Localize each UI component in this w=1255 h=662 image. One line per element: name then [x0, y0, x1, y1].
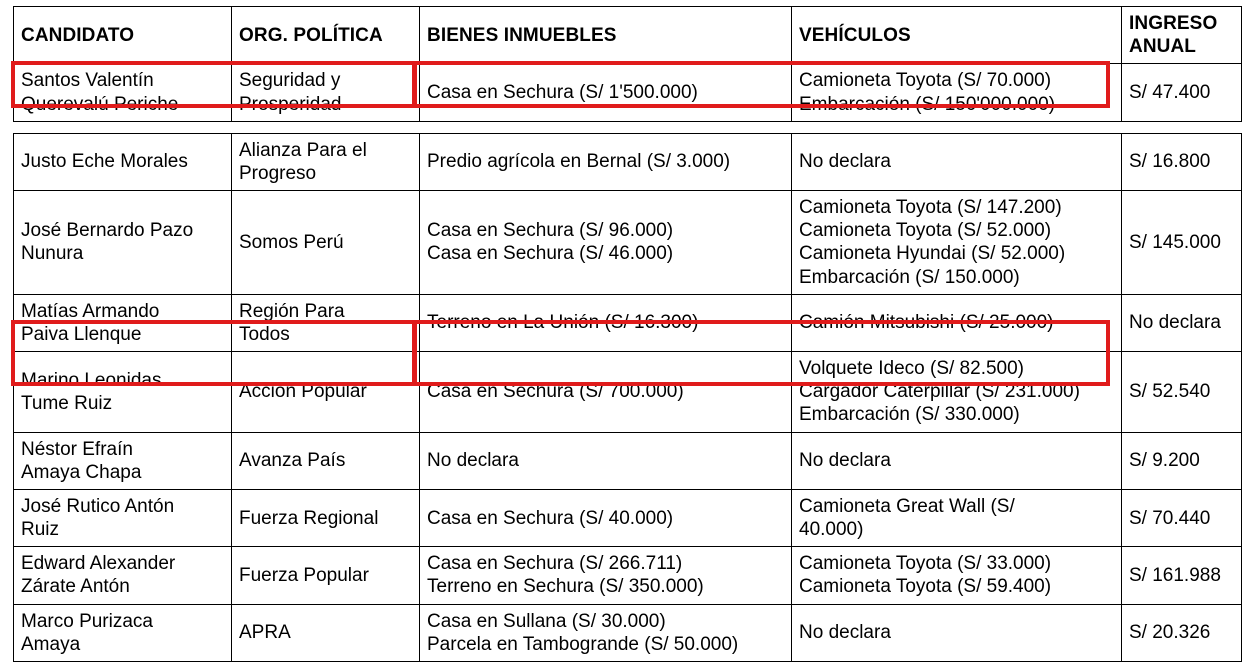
cell-real-estate — [420, 191, 792, 295]
cell-income-line: S/ 47.400 — [1129, 81, 1211, 103]
cell-vehicles-line: Camioneta Toyota (S/ 33.000) — [799, 553, 1052, 575]
table-row — [14, 489, 1242, 546]
table-row — [14, 352, 1242, 433]
cell-party-line: Todos — [239, 323, 290, 345]
cell-party-line: Fuerza Regional — [239, 507, 379, 529]
cell-vehicles — [792, 547, 1122, 604]
cell-real-estate-line: Casa en Sechura (S/ 46.000) — [427, 243, 674, 265]
cell-candidate-line: José Rutico Antón — [21, 495, 175, 517]
cell-candidate-line: Zárate Antón — [21, 576, 130, 598]
cell-vehicles — [792, 489, 1122, 546]
cell-vehicles-line: Camioneta Toyota (S/ 147.200) — [799, 197, 1062, 219]
cell-party — [232, 432, 420, 489]
cell-party-line: Prosperidad — [239, 93, 342, 115]
cell-candidate-line: Justo Eche Morales — [21, 151, 188, 173]
cell-real-estate — [420, 133, 792, 190]
cell-party-line: Región Para — [239, 300, 345, 322]
cell-income — [1122, 489, 1242, 546]
cell-income — [1122, 133, 1242, 190]
table-row — [14, 604, 1242, 661]
table-header — [14, 7, 1242, 64]
cell-party — [232, 294, 420, 351]
cell-candidate-line: Nunura — [21, 243, 84, 265]
cell-party — [232, 133, 420, 190]
cell-real-estate — [420, 352, 792, 433]
cell-real-estate-line: Casa en Sechura (S/ 700.000) — [427, 381, 684, 403]
cell-vehicles-line: Camioneta Great Wall (S/ — [799, 495, 1015, 517]
cell-vehicles-line: Volquete Ideco (S/ 82.500) — [799, 358, 1024, 380]
row-spacer — [14, 121, 1242, 133]
cell-income — [1122, 604, 1242, 661]
cell-vehicles-line: No declara — [799, 622, 891, 644]
cell-party-line: Seguridad y — [239, 70, 341, 92]
cell-vehicles — [792, 352, 1122, 433]
cell-vehicles-line: No declara — [799, 151, 891, 173]
cell-income-line: S/ 9.200 — [1129, 450, 1200, 472]
cell-income-line: S/ 145.000 — [1129, 231, 1221, 253]
cell-party-line: Acción Popular — [239, 381, 367, 403]
cell-real-estate-line: Casa en Sechura (S/ 1'500.000) — [427, 81, 698, 103]
cell-candidate-line: Matías Armando — [21, 300, 160, 322]
cell-party-line: APRA — [239, 622, 291, 644]
cell-vehicles — [792, 64, 1122, 121]
cell-party-line: Somos Perú — [239, 231, 344, 253]
cell-vehicles — [792, 294, 1122, 351]
cell-party-line: Progreso — [239, 162, 317, 184]
row-spacer-cell — [14, 121, 1242, 133]
cell-real-estate-line: Casa en Sechura (S/ 266.711) — [427, 553, 683, 575]
cell-real-estate-line: Terreno en Sechura (S/ 350.000) — [427, 576, 704, 598]
cell-candidate-line: Néstor Efraín — [21, 438, 133, 460]
table-row — [14, 432, 1242, 489]
cell-candidate — [14, 133, 232, 190]
cell-party-line: Avanza País — [239, 450, 346, 472]
cell-candidate — [14, 432, 232, 489]
cell-candidate — [14, 352, 232, 433]
cell-vehicles-line: Embarcación (S/ 330.000) — [799, 404, 1020, 426]
cell-candidate-line: Ruiz — [21, 519, 60, 541]
cell-party — [232, 352, 420, 433]
cell-candidate-line: Edward Alexander — [21, 553, 176, 575]
cell-candidate-line: Santos Valentín — [21, 70, 154, 92]
cell-vehicles — [792, 191, 1122, 295]
cell-income-line: S/ 16.800 — [1129, 151, 1211, 173]
cell-vehicles-line: Embarcación (S/ 150.000) — [799, 266, 1020, 288]
cell-vehicles-line: Camioneta Toyota (S/ 52.000) — [799, 220, 1052, 242]
cell-candidate-line: Amaya Chapa — [21, 461, 142, 483]
cell-candidate-line: Marino Leonidas — [21, 369, 162, 391]
cell-candidate — [14, 489, 232, 546]
cell-candidate — [14, 547, 232, 604]
cell-vehicles-line: Camión Mitsubishi (S/ 25.000) — [799, 312, 1054, 334]
cell-income-line: S/ 20.326 — [1129, 622, 1211, 644]
cell-income — [1122, 547, 1242, 604]
cell-vehicles — [792, 432, 1122, 489]
cell-vehicles-line: Camioneta Toyota (S/ 59.400) — [799, 576, 1052, 598]
cell-candidate-line: Tume Ruiz — [21, 392, 113, 414]
cell-real-estate — [420, 489, 792, 546]
cell-income — [1122, 432, 1242, 489]
cell-party — [232, 489, 420, 546]
cell-real-estate — [420, 64, 792, 121]
candidates-table — [13, 6, 1242, 662]
cell-income — [1122, 64, 1242, 121]
cell-vehicles-line: No declara — [799, 450, 891, 472]
header-row — [14, 7, 1242, 64]
cell-real-estate — [420, 604, 792, 661]
cell-real-estate-line: Casa en Sullana (S/ 30.000) — [427, 610, 666, 632]
cell-income-line: S/ 161.988 — [1129, 564, 1221, 586]
header-real-estate: BIENES INMUEBLES — [420, 7, 792, 64]
table-row — [14, 133, 1242, 190]
cell-party-line: Fuerza Popular — [239, 564, 369, 586]
table-row — [14, 191, 1242, 295]
cell-income — [1122, 294, 1242, 351]
table-row — [14, 64, 1242, 121]
cell-party-line: Alianza Para el — [239, 139, 367, 161]
cell-real-estate-line: Casa en Sechura (S/ 40.000) — [427, 507, 674, 529]
table-body — [14, 64, 1242, 662]
cell-vehicles — [792, 133, 1122, 190]
table-row — [14, 547, 1242, 604]
cell-party — [232, 64, 420, 121]
cell-candidate — [14, 191, 232, 295]
cell-real-estate-line: Predio agrícola en Bernal (S/ 3.000) — [427, 151, 731, 173]
cell-income-line: S/ 52.540 — [1129, 381, 1211, 403]
cell-real-estate — [420, 547, 792, 604]
cell-vehicles — [792, 604, 1122, 661]
cell-real-estate — [420, 294, 792, 351]
cell-real-estate-line: Casa en Sechura (S/ 96.000) — [427, 220, 674, 242]
cell-candidate-line: José Bernardo Pazo — [21, 220, 194, 242]
cell-party — [232, 547, 420, 604]
cell-income-line: S/ 70.440 — [1129, 507, 1211, 529]
cell-vehicles-line: Cargador Caterpillar (S/ 231.000) — [799, 381, 1080, 403]
cell-income — [1122, 191, 1242, 295]
cell-candidate-line: Paiva Llenque — [21, 323, 142, 345]
cell-candidate-line: Amaya — [21, 633, 81, 655]
cell-real-estate-line: Terreno en La Unión (S/ 16.300) — [427, 312, 699, 334]
cell-candidate-line: Marco Purizaca — [21, 610, 153, 632]
cell-vehicles-line: 40.000) — [799, 519, 864, 541]
cell-vehicles-line: Camioneta Toyota (S/ 70.000) — [799, 70, 1052, 92]
cell-candidate — [14, 604, 232, 661]
header-income: INGRESO ANUAL — [1122, 7, 1242, 64]
cell-real-estate — [420, 432, 792, 489]
cell-party — [232, 191, 420, 295]
header-candidate: CANDIDATO — [14, 7, 232, 64]
cell-vehicles-line: Embarcación (S/ 150'000.000) — [799, 93, 1056, 115]
cell-income-line: No declara — [1129, 312, 1221, 334]
header-party: ORG. POLÍTICA — [232, 7, 420, 64]
cell-vehicles-line: Camioneta Hyundai (S/ 52.000) — [799, 243, 1066, 265]
cell-candidate-line: Querevalú Periche — [21, 93, 179, 115]
cell-party — [232, 604, 420, 661]
cell-income — [1122, 352, 1242, 433]
table-row — [14, 294, 1242, 351]
cell-candidate — [14, 64, 232, 121]
cell-candidate — [14, 294, 232, 351]
cell-real-estate-line: No declara — [427, 450, 519, 472]
cell-real-estate-line: Parcela en Tambogrande (S/ 50.000) — [427, 633, 739, 655]
header-vehicles: VEHÍCULOS — [792, 7, 1122, 64]
